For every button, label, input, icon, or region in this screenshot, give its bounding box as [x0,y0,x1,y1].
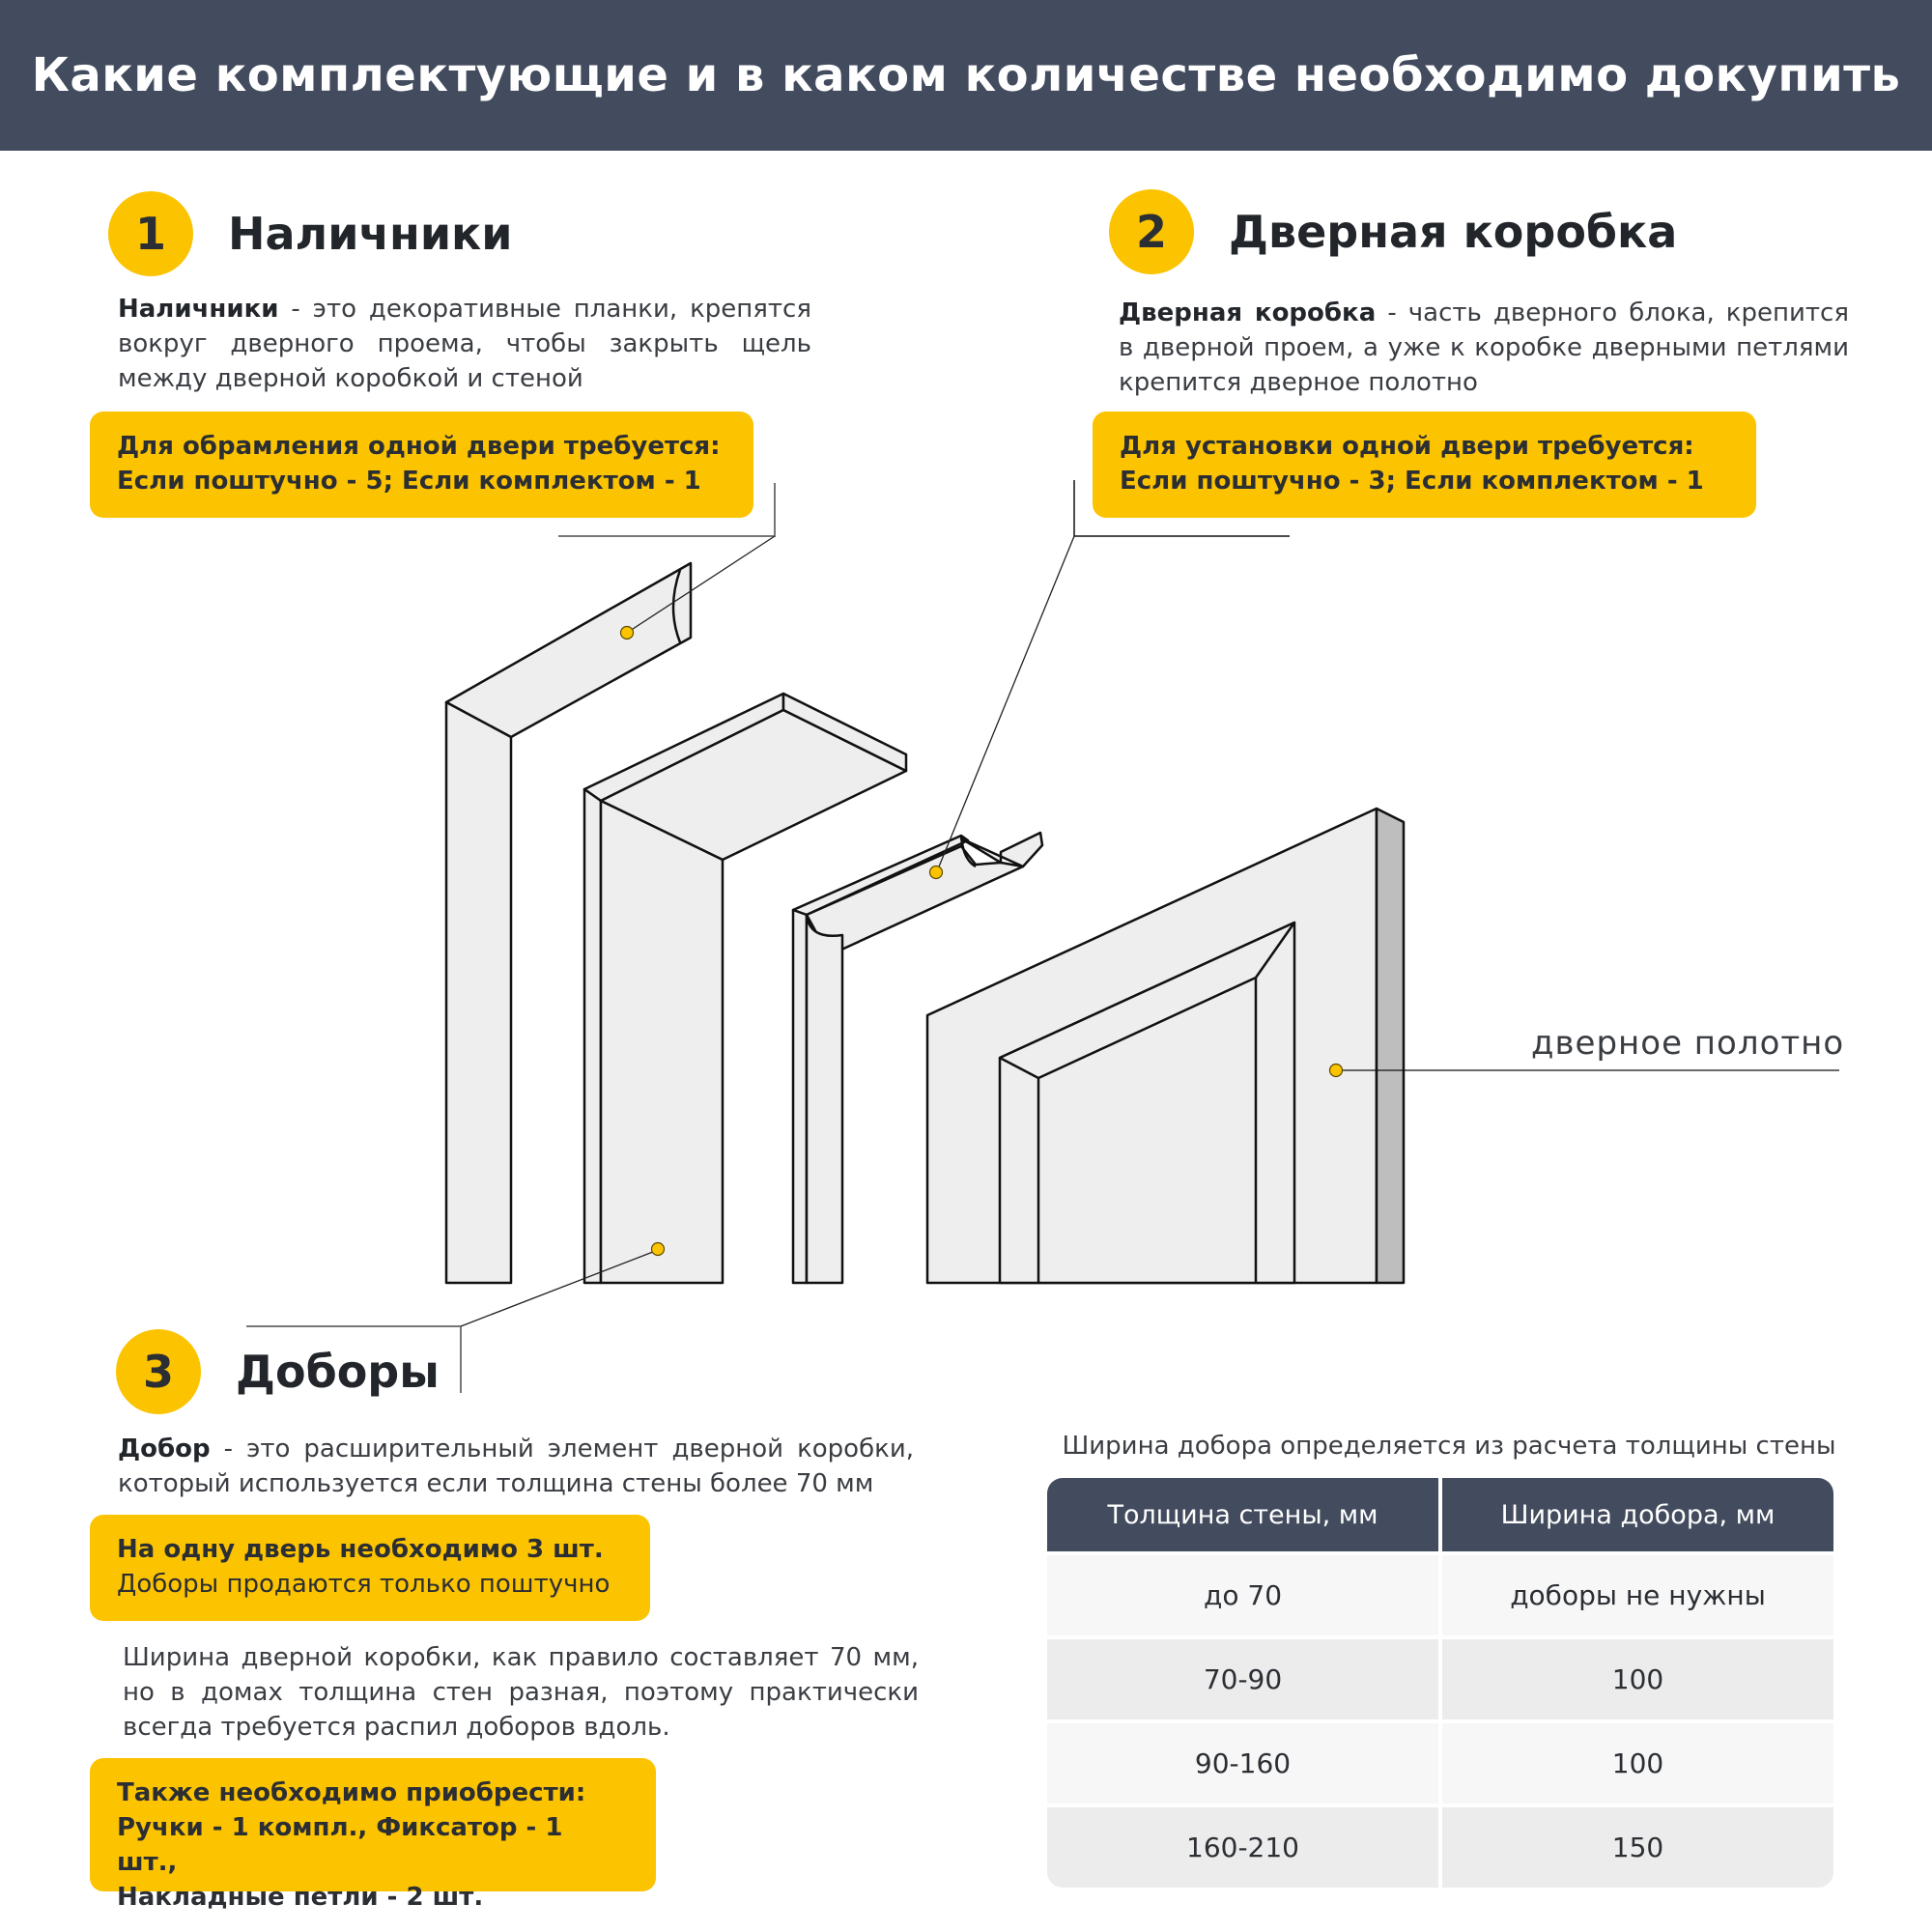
term: Наличники [118,295,279,324]
section-title: Дверная коробка [1229,206,1678,258]
door-leaf-part [927,809,1404,1283]
callout-line: Также необходимо приобрести: [117,1778,586,1807]
callout-line: Если поштучно - 5; Если комплектом - 1 [117,467,701,496]
definition: - это расширительный элемент дверной коробки, который используется если толщина стены более 70 мм [118,1435,914,1498]
table-cell: 100 [1442,1723,1833,1804]
table-header-row [1047,1478,1833,1551]
callout-line: Для обрамления одной двери требуется: [117,432,721,461]
callout-line: На одну дверь необходимо 3 шт. [117,1535,604,1564]
table-cell: 160-210 [1047,1807,1438,1888]
term: Дверная коробка [1119,298,1377,327]
section-3-description [118,1432,914,1501]
page-title: Какие комплектующие и в каком количестве необходимо докупить [31,48,1901,102]
page-header [0,0,1932,151]
marker-dot-casing [621,627,634,639]
table-body [1047,1555,1833,1888]
section-2-callout [1093,412,1756,518]
section-3-heading [116,1329,440,1414]
section-2-heading [1109,189,1677,274]
leader-lines [246,480,1839,1393]
table-row [1047,1639,1833,1719]
term: Добор [118,1435,211,1463]
table-cell: до 70 [1047,1555,1438,1635]
extension-width-table [1047,1478,1833,1888]
marker-dots [621,627,1343,1256]
definition: - часть дверного блока, крепится в дверной проем, а уже к коробке дверными петлями крепится дверное полотно [1119,298,1849,397]
section-title: Доборы [236,1346,440,1398]
table-cell: 70-90 [1047,1639,1438,1719]
section-3-callout [90,1515,650,1621]
door-frame-part [793,833,1042,1283]
section-number-badge: 1 [108,191,193,276]
marker-dot-door-leaf [1330,1065,1343,1077]
callout-line: Доборы продаются только поштучно [117,1570,611,1599]
extension-board-part [584,694,906,1283]
section-number-badge: 2 [1109,189,1194,274]
section-1-description [118,292,811,396]
table-row [1047,1723,1833,1804]
table-cell: 90-160 [1047,1723,1438,1804]
definition: - это декоративные планки, крепятся вокруг дверного проема, чтобы закрыть щель между дверной коробкой и стеной [118,295,811,393]
door-leaf-label: дверное полотно [1531,1024,1845,1063]
table-row [1047,1555,1833,1635]
section-1-heading [108,191,513,276]
callout-line: Накладные петли - 2 шт. [117,1883,484,1912]
table-row [1047,1807,1833,1888]
table-cell: доборы не нужны [1442,1555,1833,1635]
table-cell: 150 [1442,1807,1833,1888]
section-title: Наличники [228,208,513,260]
section-2-description [1119,296,1849,400]
section-3-note: Ширина дверной коробки, как правило составляет 70 мм, но в домах толщина стен разная, поэтому практически всегда требуется распил доборов вдоль. [123,1643,919,1742]
callout-line: Если поштучно - 3; Если комплектом - 1 [1120,467,1704,496]
extra-items-callout [90,1758,656,1912]
marker-dot-frame [930,867,943,879]
column-header: Толщина стены, мм [1047,1478,1438,1551]
casing-part [446,563,691,1283]
callout-line: Ручки - 1 компл., Фиксатор - 1 шт., [117,1813,563,1877]
marker-dot-extension [652,1243,665,1256]
table-cell: 100 [1442,1639,1833,1719]
callout-line: Для установки одной двери требуется: [1120,432,1694,461]
section-number-badge: 3 [116,1329,201,1414]
column-header: Ширина добора, мм [1442,1478,1833,1551]
table-caption: Ширина добора определяется из расчета толщины стены [1062,1432,1836,1461]
section-1-callout [90,412,753,518]
